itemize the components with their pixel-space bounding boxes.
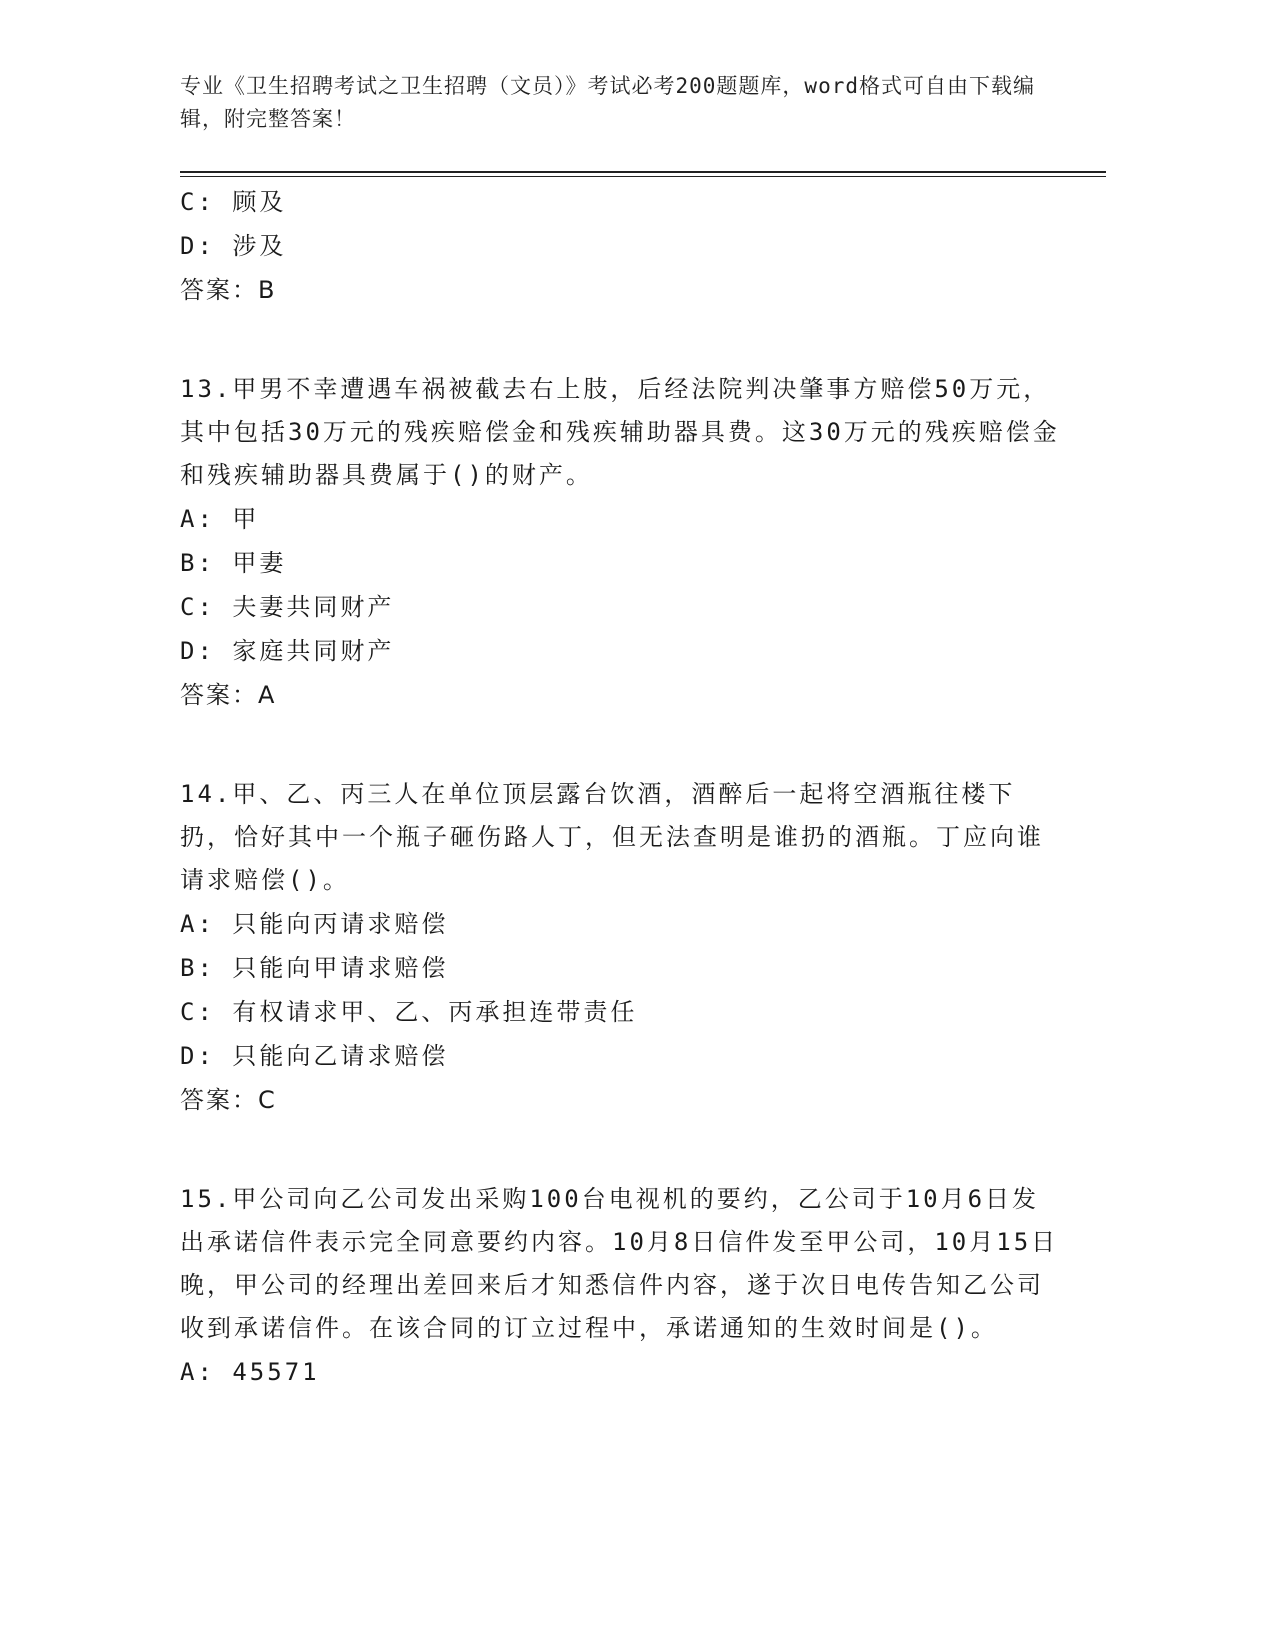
answer-line: 答案：A [180,681,277,709]
option-d: D: 家庭共同财产 [180,637,395,665]
question-text: 13.甲男不幸遭遇车祸被截去右上肢，后经法院判决肇事方赔偿50万元，其中包括30万元的残疾赔偿金和残疾辅助器具费。这30万元的残疾赔偿金和残疾辅助器具费属于()的财产。 [180,375,1060,489]
option-a: A: 只能向丙请求赔偿 [180,910,449,938]
question-12-tail [180,180,1060,312]
question-text: 14.甲、乙、丙三人在单位顶层露台饮酒，酒醉后一起将空酒瓶往楼下扔，恰好其中一个瓶子砸伤路人丁，但无法查明是谁扔的酒瓶。丁应向谁请求赔偿()。 [180,780,1044,894]
option-list [180,497,1060,673]
option-c: C: 顾及 [180,188,287,216]
option-c: C: 夫妻共同财产 [180,593,395,621]
option-a: A: 甲 [180,505,260,533]
option-b: B: 只能向甲请求赔偿 [180,954,449,982]
option-b: B: 甲妻 [180,549,287,577]
question-13 [180,368,1060,717]
option-d: D: 涉及 [180,232,287,260]
document-body [180,180,1060,1394]
header-rule-thin [180,176,1106,177]
option-list [180,1350,1060,1394]
option-list [180,902,1060,1078]
question-15 [180,1178,1060,1394]
answer-line: 答案：B [180,276,277,304]
question-text: 15.甲公司向乙公司发出采购100台电视机的要约，乙公司于10月6日发出承诺信件表示完全同意要约内容。10月8日信件发至甲公司，10月15日晚，甲公司的经理出差回来后才知悉信件内容，遂于次日电传告知乙公司收到承诺信件。在该合同的订立过程中，承诺通知的生效时间是()。 [180,1185,1059,1342]
option-a: A: 45571 [180,1358,320,1386]
header-rule-thick [180,171,1106,173]
option-list [180,180,1060,268]
question-14 [180,773,1060,1122]
option-d: D: 只能向乙请求赔偿 [180,1042,449,1070]
answer-line: 答案：C [180,1086,277,1114]
option-c: C: 有权请求甲、乙、丙承担连带责任 [180,998,638,1026]
document-header: 专业《卫生招聘考试之卫生招聘（文员）》考试必考200题题库，word格式可自由下载编辑，附完整答案！ [180,74,1035,131]
